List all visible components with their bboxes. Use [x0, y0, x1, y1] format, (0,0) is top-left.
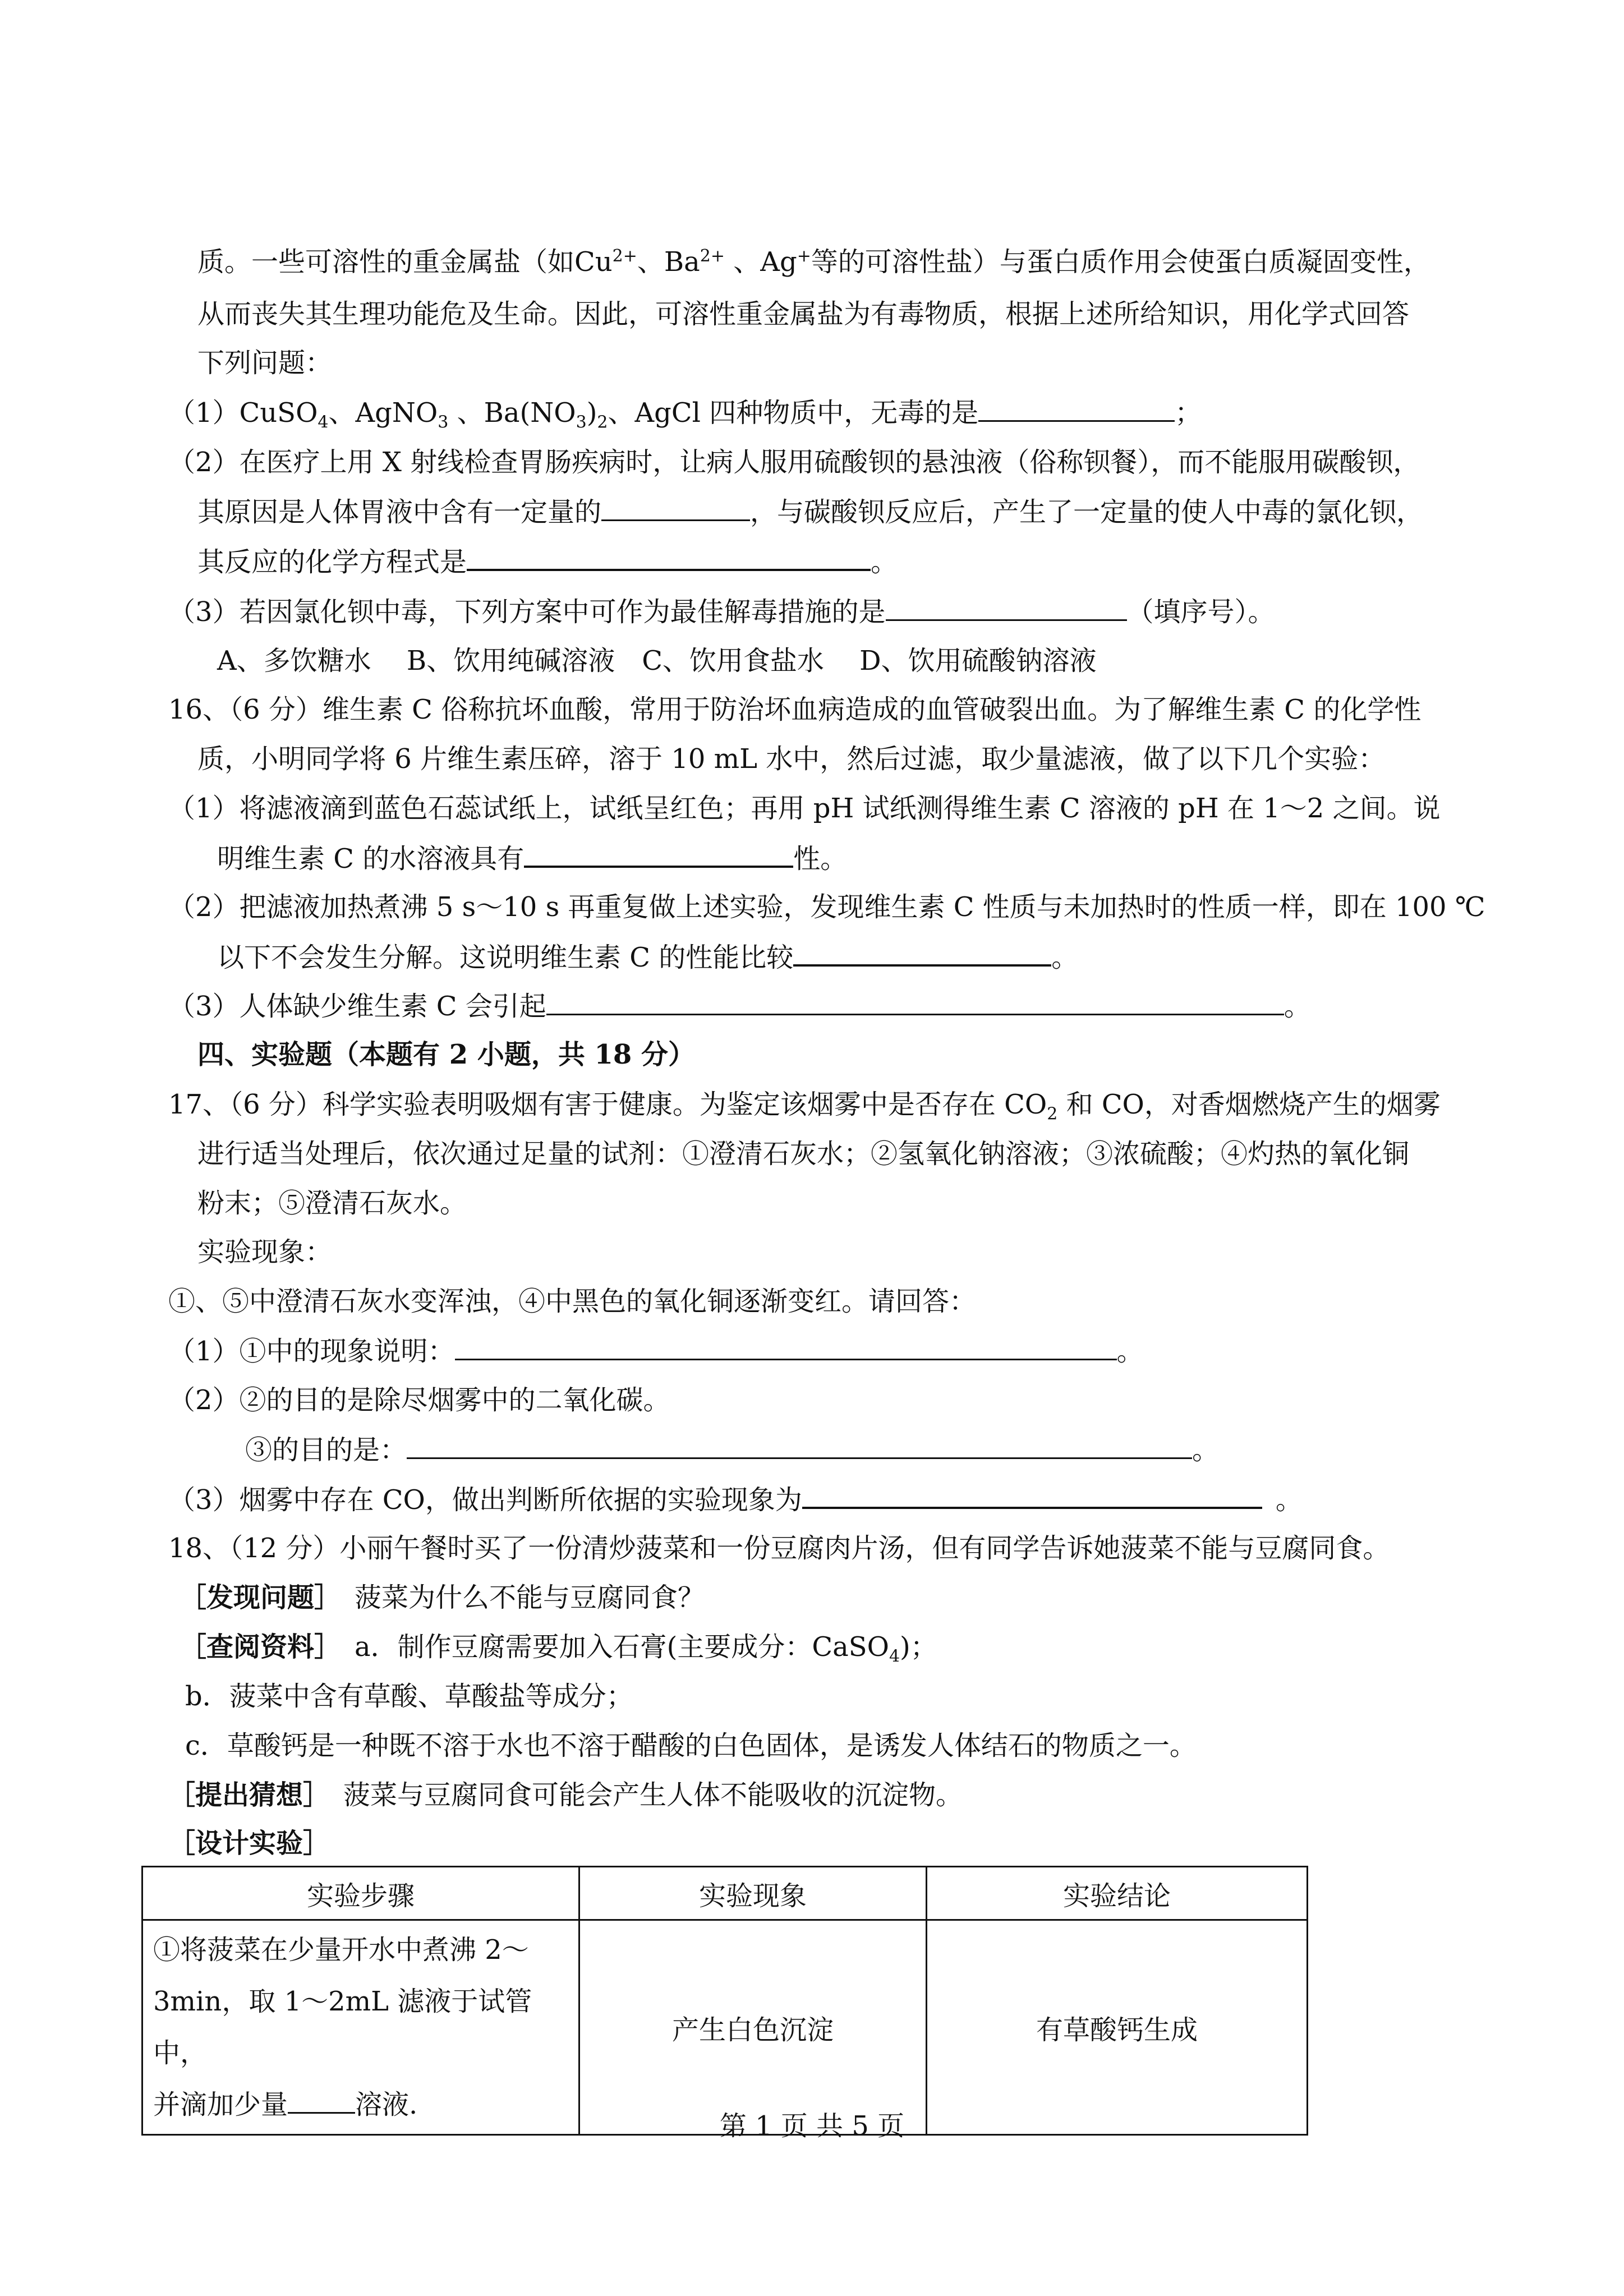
table-header: 实验现象: [579, 1867, 927, 1920]
q18-references: [180, 1629, 937, 1665]
section-heading: 四、实验题（本题有 2 小题，共 18 分）: [197, 1039, 696, 1070]
answer-blank[interactable]: [407, 1432, 1192, 1459]
question-text: 。: [1283, 991, 1311, 1022]
subscript: 4: [889, 1646, 900, 1667]
question-text: （1）CuSO: [168, 397, 318, 429]
subscript: 3: [576, 412, 587, 432]
q16-part-1-line-2: [217, 840, 847, 877]
table-header-row: [142, 1867, 1308, 1920]
answer-blank[interactable]: [546, 988, 1284, 1015]
q15-part-2-line-1: （2）在医疗上用 X 射线检查胃肠疾病时，让病人服用硫酸钡的悬浊液（俗称钡餐），而不能服用碳酸钡，: [168, 447, 1420, 478]
q16-part-2-line-1: （2）把滤液加热煮沸 5 s～10 s 再重复做上述实验，发现维生素 C 性质与未加热时的性质一样，即在 100 ℃: [168, 891, 1485, 923]
q15-part-2-line-2: [197, 494, 1423, 530]
intro-line-3: 下列问题：: [197, 347, 333, 379]
q17-part-3: [168, 1481, 1303, 1518]
q16-header-line-1: 16、（6 分）维生素 C 俗称抗坏血酸，常用于防治坏血病造成的血管破裂出血。为了解维生素 C 的化学性: [168, 694, 1421, 725]
question-text: 。: [1275, 1484, 1303, 1516]
step-line: ①将菠菜在少量开水中煮沸 2～: [153, 1934, 529, 1966]
q16-part-1-line-1: （1）将滤液滴到蓝色石蕊试纸上，试纸呈红色；再用 pH 试纸测得维生素 C 溶液的 pH 在 1～2 之间。说: [168, 793, 1441, 824]
page-footer: 第 1 页 共 5 页: [719, 2110, 905, 2142]
answer-blank[interactable]: [978, 394, 1175, 422]
q16-header-line-2: 质，小明同学将 6 片维生素压碎，溶于 10 mL 水中，然后过滤，取少量滤液，做了以下几个实验：: [197, 743, 1386, 775]
q17-header-line-1: [168, 1087, 1441, 1122]
question-text: 和 CO，对香烟燃烧产生的烟雾: [1057, 1089, 1441, 1120]
answer-blank[interactable]: [793, 938, 1051, 967]
q17-header-line-2: 进行适当处理后，依次通过足量的试剂：①澄清石灰水；②氢氧化钠溶液；③浓硫酸；④灼热的氧化铜: [197, 1138, 1410, 1170]
answer-blank[interactable]: [886, 593, 1127, 621]
question-text: 、AgCl 四种物质中，无毒的是: [608, 397, 979, 429]
q18-find-problem: [180, 1580, 705, 1616]
q17-header-line-3: 粉末；⑤澄清石灰水。: [197, 1188, 467, 1219]
question-text: 。: [1192, 1434, 1220, 1466]
question-text: 菠菜为什么不能与豆腐同食？: [328, 1582, 705, 1613]
question-text: ③的目的是：: [245, 1434, 407, 1466]
question-text: 。: [1116, 1336, 1144, 1367]
table-cell-phenomenon: 产生白色沉淀: [579, 1920, 927, 2135]
question-text: （填序号）。: [1126, 596, 1275, 628]
question-text: )；: [900, 1631, 937, 1663]
intro-text: 、Ag: [725, 246, 797, 278]
q15-options: A、多饮糖水 B、饮用纯碱溶液 C、饮用食盐水 D、饮用硫酸钠溶液: [217, 645, 1097, 677]
q18-reference-c: c．草酸钙是一种既不溶于水也不溶于醋酸的白色固体，是诱发人体结石的物质之一。: [185, 1730, 1197, 1761]
superscript: 2+: [700, 246, 725, 266]
question-text: 性。: [793, 843, 848, 875]
q17-phenomenon: ①、⑤中澄清石灰水变浑浊，④中黑色的氧化铜逐渐变红。请回答：: [168, 1286, 977, 1317]
superscript: +: [797, 246, 811, 266]
question-text: 17、（6 分）科学实验表明吸烟有害于健康。为鉴定该烟雾中是否存在 CO: [168, 1089, 1047, 1120]
subscript: 3: [438, 412, 449, 432]
q18-hypothesis: [168, 1777, 963, 1813]
q17-phenomenon-label: 实验现象：: [197, 1236, 333, 1268]
question-text: （3）人体缺少维生素 C 会引起: [168, 991, 546, 1022]
step-text: 溶液.: [355, 2089, 418, 2120]
section-label: ［发现问题］: [180, 1582, 328, 1613]
table-header: 实验结论: [927, 1867, 1308, 1920]
step-line: 3min，取 1～2mL 滤液于试管中，: [153, 1986, 532, 2069]
question-text: 其原因是人体胃液中含有一定量的: [197, 496, 602, 528]
question-text: 以下不会发生分解。这说明维生素 C 的性能比较: [217, 942, 794, 973]
question-text: 菠菜与豆腐同食可能会产生人体不能吸收的沉淀物。: [316, 1779, 963, 1811]
intro-line-1: [197, 244, 1430, 280]
table-cell-step: [142, 1920, 579, 2135]
table-cell-conclusion: 有草酸钙生成: [927, 1920, 1308, 2135]
table-header: 实验步骤: [142, 1867, 579, 1920]
question-text: 其反应的化学方程式是: [197, 546, 467, 578]
q15-part-2-line-3: [197, 543, 898, 580]
question-text: ): [586, 397, 597, 429]
q18-reference-b: b．菠菜中含有草酸、草酸盐等成分；: [185, 1681, 633, 1712]
q15-part-1: [168, 394, 1202, 431]
answer-blank[interactable]: [802, 1481, 1262, 1509]
question-text: ，与碳酸钡反应后，产生了一定量的使人中毒的氯化钡，: [750, 496, 1424, 528]
table-row: [142, 1920, 1308, 2135]
q18-header: 18、（12 分）小丽午餐时买了一份清炒菠菜和一份豆腐肉片汤，但有同学告诉她菠菜不能与豆腐同食。: [168, 1533, 1390, 1564]
question-text: 。: [871, 546, 898, 578]
subscript: 2: [597, 412, 608, 432]
question-text: 、Ba(NO: [448, 397, 576, 429]
intro-text: 等的可溶性盐）与蛋白质作用会使蛋白质凝固变性，: [811, 246, 1430, 278]
intro-text: 、Ba: [637, 246, 700, 278]
q16-part-3: [168, 988, 1311, 1024]
q15-part-3: [168, 593, 1275, 630]
question-text: a．制作豆腐需要加入石膏(主要成分：CaSO: [328, 1631, 889, 1663]
question-text: （1）①中的现象说明：: [168, 1336, 455, 1367]
question-text: （3）若因氯化钡中毒，下列方案中可作为最佳解毒措施的是: [168, 596, 886, 628]
question-text: 明维生素 C 的水溶液具有: [217, 843, 525, 875]
q17-part-2b: [245, 1432, 1219, 1468]
q17-part-2: （2）②的目的是除尽烟雾中的二氧化碳。: [168, 1384, 670, 1416]
q18-design-label: ［设计实验］: [168, 1828, 330, 1859]
q16-part-2-line-2: [217, 938, 1078, 976]
intro-line-2: 从而丧失其生理功能危及生命。因此，可溶性重金属盐为有毒物质，根据上述所给知识，用化学式回答: [197, 298, 1410, 330]
section-label: ［查阅资料］: [180, 1631, 328, 1663]
answer-blank[interactable]: [467, 543, 871, 571]
question-text: （3）烟雾中存在 CO，做出判断所依据的实验现象为: [168, 1484, 802, 1516]
answer-blank[interactable]: [524, 840, 793, 868]
answer-blank[interactable]: [601, 494, 750, 521]
subscript: 4: [318, 412, 329, 432]
intro-text: 质。一些可溶性的重金属盐（如Cu: [197, 246, 613, 278]
question-text: ；: [1175, 397, 1202, 429]
experiment-table: [141, 1866, 1308, 2136]
step-text: 并滴加少量: [153, 2089, 288, 2120]
answer-blank[interactable]: [455, 1333, 1117, 1360]
section-label: ［提出猜想］: [168, 1779, 317, 1811]
question-text: 、AgNO: [328, 397, 438, 429]
subscript: 2: [1047, 1104, 1058, 1124]
q17-part-1: [168, 1333, 1144, 1369]
superscript: 2+: [612, 246, 637, 266]
question-text: 。: [1051, 942, 1079, 973]
